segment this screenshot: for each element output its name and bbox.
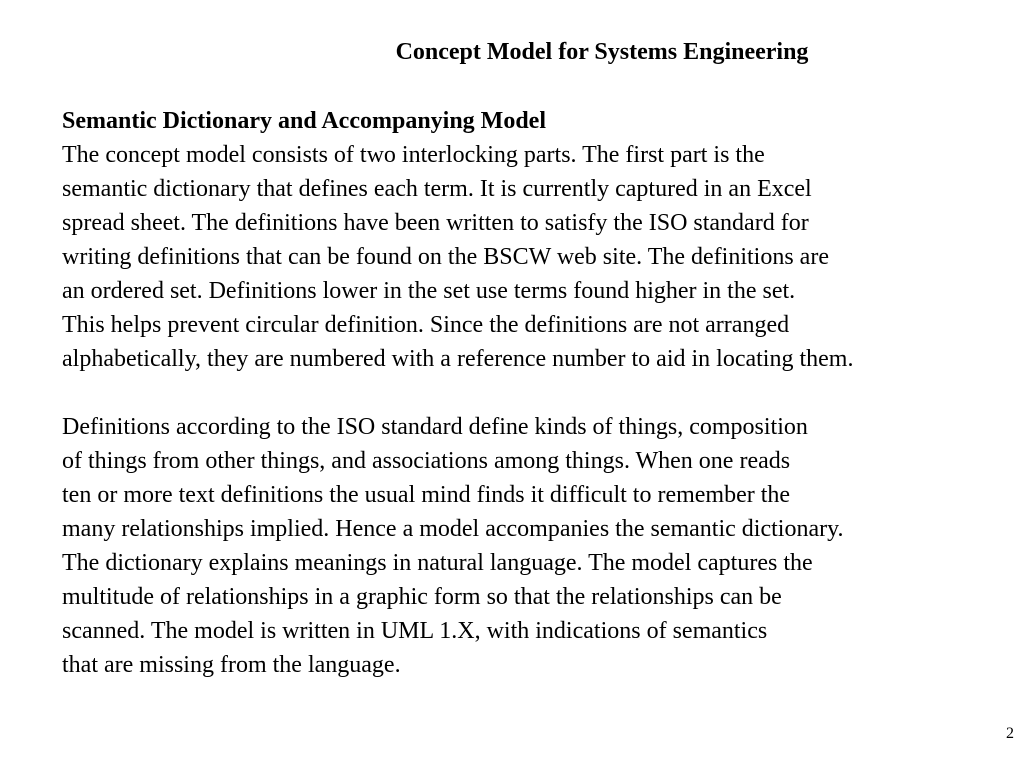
slide-body: [62, 104, 1017, 682]
paragraph-line: semantic dictionary that defines each term. It is currently captured in an Excel: [62, 176, 812, 202]
slide-title: Concept Model for Systems Engineering: [395, 39, 809, 65]
page-number: 2: [1006, 725, 1014, 742]
paragraph-line: ten or more text definitions the usual mind finds it difficult to remember the: [62, 482, 791, 508]
paragraph-line: an ordered set. Definitions lower in the set use terms found higher in the set.: [62, 278, 796, 304]
paragraph-1: [62, 138, 1017, 376]
paragraph-line: many relationships implied. Hence a model accompanies the semantic dictionary.: [62, 516, 844, 542]
paragraph-line: alphabetically, they are numbered with a reference number to aid in locating them.: [62, 346, 854, 372]
paragraph-2: [62, 410, 1017, 682]
paragraph-line: multitude of relationships in a graphic form so that the relationships can be: [62, 584, 782, 610]
section-heading: Semantic Dictionary and Accompanying Model: [62, 108, 546, 134]
paragraph-spacer: [62, 376, 1017, 410]
paragraph-line: of things from other things, and associations among things. When one reads: [62, 448, 791, 474]
paragraph-line: spread sheet. The definitions have been written to satisfy the ISO standard for: [62, 210, 809, 236]
paragraph-line: that are missing from the language.: [62, 652, 401, 678]
paragraph-line: This helps prevent circular definition. Since the definitions are not arranged: [62, 312, 790, 338]
paragraph-line: Definitions according to the ISO standard define kinds of things, composition: [62, 414, 808, 440]
paragraph-line: The dictionary explains meanings in natural language. The model captures the: [62, 550, 813, 576]
paragraph-line: scanned. The model is written in UML 1.X, with indications of semantics: [62, 618, 768, 644]
paragraph-line: writing definitions that can be found on the BSCW web site. The definitions are: [62, 244, 829, 270]
paragraph-line: The concept model consists of two interlocking parts. The first part is the: [62, 142, 765, 168]
